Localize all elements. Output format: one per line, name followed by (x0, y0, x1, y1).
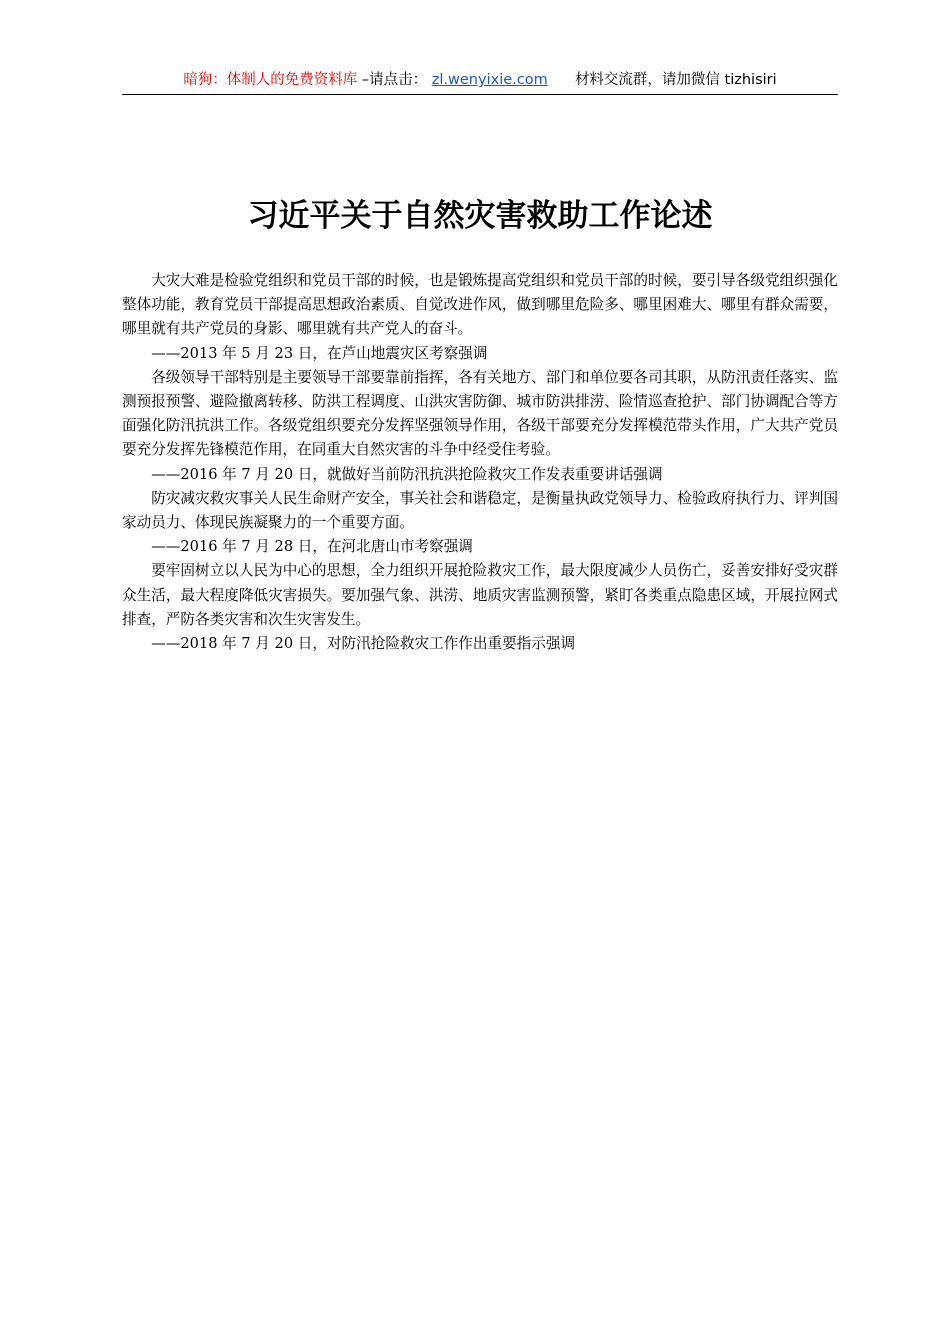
paragraph-quote-4: 要牢固树立以人民为中心的思想，全力组织开展抢险救灾工作，最大限度减少人员伤亡，妥善安排好受灾群众生活，最大程度降低灾害损失。要加强气象、洪涝、地质灾害监测预警，紧盯各类重点隐患区域，开展拉网式排查，严防各类灾害和次生灾害发生。 (122, 562, 838, 628)
paragraph-source-4: ——2018 年 7 月 20 日，对防汛抢险救灾工作作出重要指示强调 (151, 635, 576, 653)
paragraph-quote-2: 各级领导干部特别是主要领导干部要靠前指挥，各有关地方、部门和单位要各司其职，从防汛责任落实、监测预报预警、避险撤离转移、防洪工程调度、山洪灾害防御、城市防洪排涝、险情巡查抢护、部门协调配合等方面强化防汛抗洪工作。各级党组织要充分发挥坚强领导作用，各级干部要充分发挥模范带头作用，广大共产党员要充分发挥先锋模范作用，在同重大自然灾害的斗争中经受住考验。 (122, 368, 838, 459)
header-wechat-note: 材料交流群，请加微信 tizhisiri (574, 72, 777, 88)
document-body (122, 269, 838, 656)
header-click-prompt: –请点击： (361, 72, 428, 88)
paragraph-source-3: ——2016 年 7 月 28 日，在河北唐山市考察强调 (151, 538, 473, 556)
header-brand: 暗狗：体制人的免费资料库 (183, 72, 358, 88)
page-header (122, 68, 838, 95)
header-url-link[interactable]: zl.wenyixie.com (431, 72, 548, 88)
paragraph-source-2: ——2016 年 7 月 20 日，就做好当前防汛抗洪抢险救灾工作发表重要讲话强调 (151, 465, 663, 483)
document-title: 习近平关于自然灾害救助工作论述 (247, 198, 713, 234)
paragraph-source-1: ——2013 年 5 月 23 日，在芦山地震灾区考察强调 (151, 344, 488, 362)
paragraph-quote-1: 大灾大难是检验党组织和党员干部的时候，也是锻炼提高党组织和党员干部的时候，要引导各级党组织强化整体功能，教育党员干部提高思想政治素质、自觉改进作风，做到哪里危险多、哪里困难大、哪里有群众需要，哪里就有共产党员的身影、哪里就有共产党人的奋斗。 (122, 272, 838, 338)
paragraph-quote-3: 防灾减灾救灾事关人民生命财产安全，事关社会和谐稳定，是衡量执政党领导力、检验政府执行力、评判国家动员力、体现民族凝聚力的一个重要方面。 (122, 489, 838, 532)
